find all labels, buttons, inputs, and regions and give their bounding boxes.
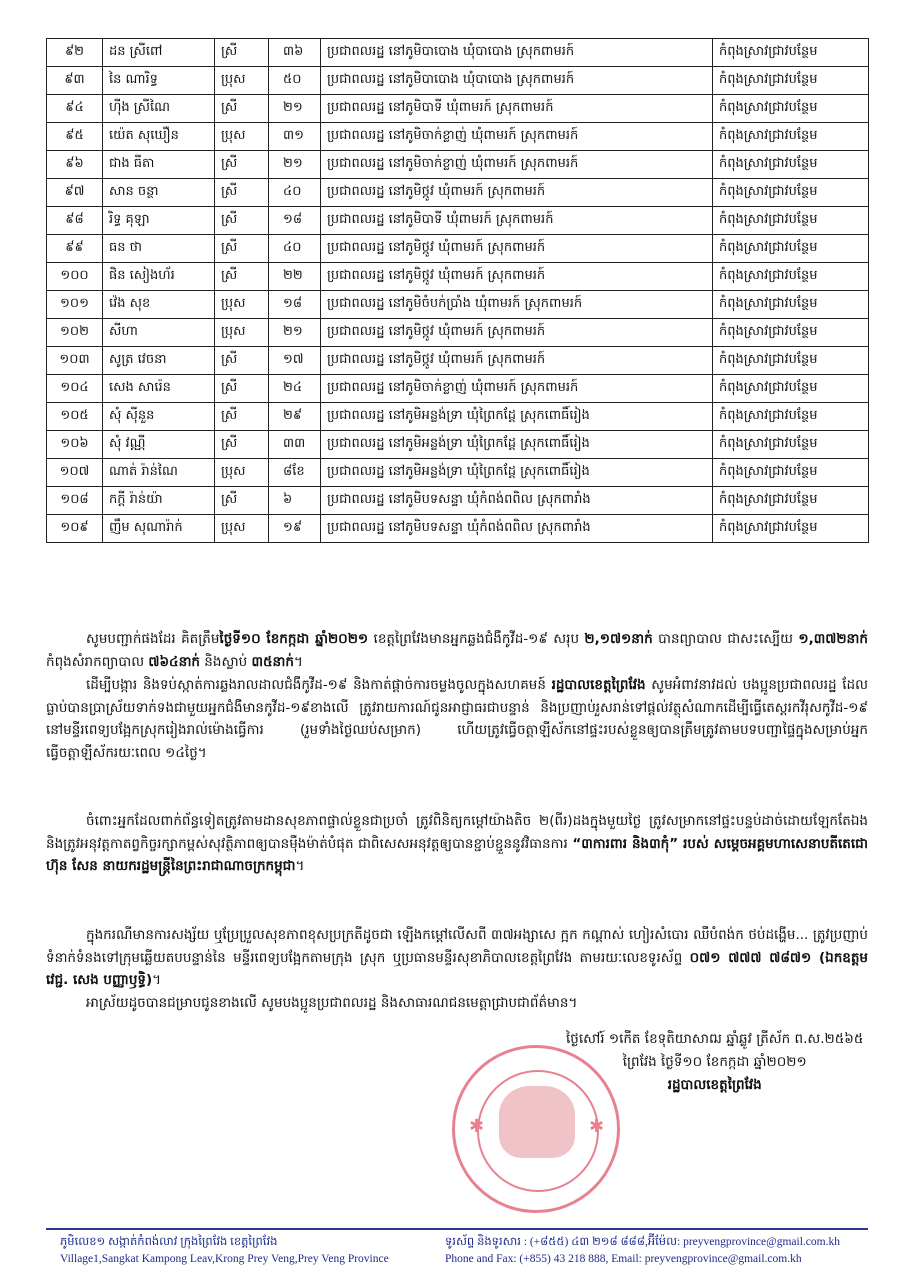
paragraph-contact: ក្នុងករណីមានការសង្ស័យ ឬប្រែប្រួលសុខភាពខុសប្រក្រតីដូចជា ឡើងកម្តៅលើសពី ៣៧អង្សាសេ ក្អក កណ្តាស់ ហៀរសំបោរ ឈឺបំពង់ក ថប់ដង្ហើម... ត្រូវប្រញាប់ទំនាក់ទំនងទៅក្រុមឆ្លើយតបបន្ទាន់នៃ មន្ទីរពេទ្យបង្អែកតាមក្រុង ស្រុក ឬប្រធានមន្ទីរសុខាភិបាលខេត្តព្រៃវែង តាមរយៈលេខទូរស័ព្ទ ០៧១ ៧៧៧ ៧៨៧១ (ឯកឧត្តម វេជ្ជ. សេង បញ្ញាឫទ្ធិ)។ xyxy=(46,927,868,988)
cell-addr: ប្រជាពលរដ្ឋ នៅភូមិចាក់ខ្លាញ់ ឃុំពាមរក៍ ស្រុកពាមរក៍ xyxy=(321,375,713,403)
signatory: រដ្ឋបាលខេត្តព្រៃវែង xyxy=(667,1077,762,1093)
cell-name: សុំ ស៊ីនួន xyxy=(103,403,215,431)
cell-name: យ៉េត សុឃឿន xyxy=(103,123,215,151)
cell-sex: ស្រី xyxy=(215,431,269,459)
signature-block xyxy=(566,1028,863,1097)
cell-status: កំពុងស្រាវជ្រាវបន្ថែម xyxy=(713,319,869,347)
cell-no: ៩៩ xyxy=(47,235,103,263)
cell-name: កក្តី រ៉ាន់យ៉ា xyxy=(103,487,215,515)
cell-addr: ប្រជាពលរដ្ឋ នៅភូមិថ្កូវ ឃុំពាមរក៍ ស្រុកពាមរក៍ xyxy=(321,347,713,375)
cell-age: ៦ xyxy=(269,487,321,515)
cell-addr: ប្រជាពលរដ្ឋ នៅភូមិចាក់ខ្លាញ់ ឃុំពាមរក៍ ស្រុកពាមរក៍ xyxy=(321,123,713,151)
cell-addr: ប្រជាពលរដ្ឋ នៅភូមិបទសន្ទា ឃុំកំពង់ពពិល ស្រុកពារាំង xyxy=(321,515,713,543)
cell-status: កំពុងស្រាវជ្រាវបន្ថែម xyxy=(713,375,869,403)
cell-status: កំពុងស្រាវជ្រាវបន្ថែម xyxy=(713,39,869,67)
cell-sex: ស្រី xyxy=(215,263,269,291)
hotline-highlight: ០៧១ ៧៧៧ ៧៨៧១ (ឯកឧត្តម វេជ្ជ. សេង បញ្ញាឫទ្ធិ) xyxy=(46,949,868,988)
cell-name: ញឹម សុណារ៉ាក់ xyxy=(103,515,215,543)
cell-no: ១០៥ xyxy=(47,403,103,431)
cell-name: ណាត់ រ៉ាន់ណៃ xyxy=(103,459,215,487)
cell-addr: ប្រជាពលរដ្ឋ នៅភូមិថ្កូវ ឃុំពាមរក៍ ស្រុកពាមរក៍ xyxy=(321,179,713,207)
cell-age: ១៩ xyxy=(269,515,321,543)
cell-sex: ស្រី xyxy=(215,235,269,263)
cell-name: ដន ស្រីពៅ xyxy=(103,39,215,67)
cell-age: ១៨ xyxy=(269,291,321,319)
cell-addr: ប្រជាពលរដ្ឋ នៅភូមិបាទី ឃុំពាមរក៍ ស្រុកពាមរក៍ xyxy=(321,95,713,123)
cell-sex: ប្រុស xyxy=(215,67,269,95)
cell-no: ៩៥ xyxy=(47,123,103,151)
cell-status: កំពុងស្រាវជ្រាវបន្ថែម xyxy=(713,291,869,319)
table-row xyxy=(47,375,869,403)
cell-age: ៣១ xyxy=(269,123,321,151)
cell-sex: ប្រុស xyxy=(215,459,269,487)
paragraph-summary: សូមបញ្ជាក់ផងដែរ គិតត្រឹមថ្ងៃទី១០ ខែកក្កដា ឆ្នាំ២០២១ ខេត្តព្រៃវែងមានអ្នកឆ្លងជំងឺកូវីដ-១៩ សរុប ២,១៧១នាក់ បានព្យាបាល ជាសះស្បើយ ១,៣៧២នាក់ កំពុងសំរាកព្យាបាល ៧៦៤នាក់ និងស្លាប់ ៣៥នាក់។ xyxy=(46,631,868,670)
cell-status: កំពុងស្រាវជ្រាវបន្ថែម xyxy=(713,67,869,95)
cell-addr: ប្រជាពលរដ្ឋ នៅភូមិចំបក់ប្រាំង ឃុំពាមរក៍ ស្រុកពាមរក៍ xyxy=(321,291,713,319)
cell-status: កំពុងស្រាវជ្រាវបន្ថែម xyxy=(713,123,869,151)
cell-name: នៃ ណារិទ្ធ xyxy=(103,67,215,95)
cell-no: ១០២ xyxy=(47,319,103,347)
cell-age: ៥០ xyxy=(269,67,321,95)
cell-name: វ៉េង សុខ xyxy=(103,291,215,319)
cell-sex: ស្រី xyxy=(215,207,269,235)
cell-no: ៩៣ xyxy=(47,67,103,95)
cell-status: កំពុងស្រាវជ្រាវបន្ថែម xyxy=(713,487,869,515)
total-cases: ២,១៧១នាក់ xyxy=(584,631,653,647)
cell-age: ៤០ xyxy=(269,235,321,263)
cell-sex: ប្រុស xyxy=(215,319,269,347)
cell-sex: ប្រុស xyxy=(215,291,269,319)
cell-status: កំពុងស្រាវជ្រាវបន្ថែម xyxy=(713,235,869,263)
measures-highlight: “៣ការពារ និង៣កុំ” របស់ សម្តេចអគ្គមហាសេនាបតីតេជោ ហ៊ុន សែន នាយករដ្ឋមន្ត្រីនៃព្រះរាជាណាចក្រកម្ពុជា xyxy=(46,835,869,874)
cell-status: កំពុងស្រាវជ្រាវបន្ថែម xyxy=(713,431,869,459)
table-row xyxy=(47,347,869,375)
cell-no: ៩២ xyxy=(47,39,103,67)
cell-sex: ស្រី xyxy=(215,39,269,67)
cell-age: ១៨ xyxy=(269,207,321,235)
lunar-date: ថ្ងៃសៅរ៍ ១កើត ខែទុតិយាសាឍ ឆ្នាំឆ្លូវ ត្រីស័ក ព.ស.២៥៦៥ xyxy=(566,1031,864,1047)
cell-sex: ស្រី xyxy=(215,375,269,403)
cell-sex: ស្រី xyxy=(215,95,269,123)
table-row xyxy=(47,403,869,431)
table-row xyxy=(47,291,869,319)
cell-sex: ប្រុស xyxy=(215,123,269,151)
table-row xyxy=(47,263,869,291)
cell-sex: ស្រី xyxy=(215,151,269,179)
cell-no: ៩៤ xyxy=(47,95,103,123)
table-row xyxy=(47,123,869,151)
cell-no: ១០៩ xyxy=(47,515,103,543)
footer-contact: ទូរស័ព្ទ និងទូរសារ : (+៨៥៥) ៤៣ ២១៨ ៨៨៨,អ៊ីម៉ែល: preyvengprovince@gmail.com.kh Phone and Fax: (+855) 43 218 888, Email: preyvengprovince@gmail.com.kh xyxy=(445,1236,840,1265)
case-table-body xyxy=(47,39,869,543)
cell-name: ហ៊ីង ស្រីណៃ xyxy=(103,95,215,123)
cell-age: ២១ xyxy=(269,95,321,123)
cell-no: ៩៧ xyxy=(47,179,103,207)
cell-addr: ប្រជាពលរដ្ឋ នៅភូមិអន្លង់ទ្រា ឃុំព្រៃកដ្ដែ ស្រុកពោធិ៍រៀង xyxy=(321,403,713,431)
cell-status: កំពុងស្រាវជ្រាវបន្ថែម xyxy=(713,151,869,179)
cell-name: សូត្រ វេចនា xyxy=(103,347,215,375)
cell-name: រិទ្ធ គុឡា xyxy=(103,207,215,235)
cell-addr: ប្រជាពលរដ្ឋ នៅភូមិបាបោង ឃុំបាបោង ស្រុកពាមរក៍ xyxy=(321,39,713,67)
cell-addr: ប្រជាពលរដ្ឋ នៅភូមិបាបោង ឃុំបាបោង ស្រុកពាមរក៍ xyxy=(321,67,713,95)
cell-addr: ប្រជាពលរដ្ឋ នៅភូមិថ្កូវ ឃុំពាមរក៍ ស្រុកពាមរក៍ xyxy=(321,319,713,347)
paragraph-monitoring: ចំពោះអ្នកដែលពាក់ព័ន្ធទៀតត្រូវតាមដានសុខភាពផ្ទាល់ខ្លួនជាប្រចាំ ត្រូវពិនិត្យកម្តៅយ៉ាងតិច ២(ពីរ)ដងក្នុងមួយថ្ងៃ ត្រូវសម្រាកនៅផ្ទះបន្ទប់ដាច់ដោយឡែកតែឯង និងត្រូវអនុវត្តកាតព្វកិច្ចរក្សាកម្ពស់សុវត្ថិភាពឲ្យបានម៉ឺងម៉ាត់បំផុត ជាពិសេសអនុវត្តឲ្យបានខ្ជាប់ខ្ជួននូវវិធានការ “៣ការពារ និង៣កុំ” របស់ សម្តេចអគ្គមហាសេនាបតីតេជោ ហ៊ុន សែន នាយករដ្ឋមន្ត្រីនៃព្រះរាជាណាចក្រកម្ពុជា។ xyxy=(46,813,869,874)
cell-sex: ប្រុស xyxy=(215,515,269,543)
cell-name: សេង សារ៉េន xyxy=(103,375,215,403)
cell-addr: ប្រជាពលរដ្ឋ នៅភូមិបាទី ឃុំពាមរក៍ ស្រុកពាមរក៍ xyxy=(321,207,713,235)
cell-age: ២១ xyxy=(269,151,321,179)
seal-emblem-icon xyxy=(499,1086,575,1158)
table-row xyxy=(47,459,869,487)
table-row xyxy=(47,515,869,543)
cell-name: សុំ វណ្ណី xyxy=(103,431,215,459)
cell-status: កំពុងស្រាវជ្រាវបន្ថែម xyxy=(713,263,869,291)
date-highlight: ថ្ងៃទី១០ ខែកក្កដា ឆ្នាំ២០២១ xyxy=(219,631,369,647)
cell-addr: ប្រជាពលរដ្ឋ នៅភូមិបទសន្ទា ឃុំកំពង់ពពិល ស្រុកពារាំង xyxy=(321,487,713,515)
treating-count: ៧៦៤នាក់ xyxy=(148,653,201,670)
cell-status: កំពុងស្រាវជ្រាវបន្ថែម xyxy=(713,459,869,487)
cell-age: ៣៦ xyxy=(269,39,321,67)
cell-no: ១០១ xyxy=(47,291,103,319)
cell-no: ១០៤ xyxy=(47,375,103,403)
administration-name: រដ្ឋបាលខេត្តព្រៃវែង xyxy=(551,677,646,693)
cell-status: កំពុងស្រាវជ្រាវបន្ថែម xyxy=(713,179,869,207)
cell-name: សីហា xyxy=(103,319,215,347)
seal-star-icon: ✱ xyxy=(589,1116,605,1137)
cell-status: កំពុងស្រាវជ្រាវបន្ថែម xyxy=(713,515,869,543)
table-row xyxy=(47,319,869,347)
table-row xyxy=(47,95,869,123)
paragraph-prevention: ដើម្បីបង្ការ និងទប់ស្កាត់ការឆ្លងរាលដាលជំងឺកូវីដ-១៩ និងកាត់ផ្តាច់ការចម្លងចូលក្នុងសហគមន៍ រដ្ឋបាលខេត្តព្រៃវែង សូមអំពាវនាវដល់ បងប្អូនប្រជាពលរដ្ឋ ដែលធ្លាប់បានប្រាស្រ័យទាក់ទងជាមួយអ្នកជំងឺមានកូវីដ-១៩ខាងលើ ត្រូវរាយការណ៍ជូនអាជ្ញាធរជាបន្ទាន់ និងប្រញាប់រួសរាន់ទៅផ្តល់វត្ថុសំណាកដើម្បីធ្វើតេស្តរកវីរុសកូវីដ-១៩ នៅមន្ទីរពេទ្យបង្អែកស្រុករៀងរាល់ម៉ោងធ្វើការ (រួមទាំងថ្ងៃឈប់សម្រាក) ហើយត្រូវធ្វើចត្តាឡីស័កនៅផ្ទះរបស់ខ្លួនឲ្យបានត្រឹមត្រូវតាមបទបញ្ជាផ្ទៃក្នុងសម្រាប់អ្នកធ្វើចត្តាឡីស័ករយៈពេល ១៤ថ្ងៃ។ xyxy=(46,677,868,761)
case-table xyxy=(46,38,869,543)
case-table-wrap xyxy=(46,38,868,543)
table-row xyxy=(47,39,869,67)
cell-sex: ស្រី xyxy=(215,487,269,515)
cell-status: កំពុងស្រាវជ្រាវបន្ថែម xyxy=(713,403,869,431)
cell-addr: ប្រជាពលរដ្ឋ នៅភូមិអន្លង់ទ្រា ឃុំព្រៃកដ្ដែ ស្រុកពោធិ៍រៀង xyxy=(321,459,713,487)
place-date: ព្រៃវែង ថ្ងៃទី១០ ខែកក្កដា ឆ្នាំ២០២១ xyxy=(622,1054,807,1070)
table-row xyxy=(47,179,869,207)
table-row xyxy=(47,207,869,235)
paragraph-closing: អាស្រ័យដូចបានជម្រាបជូនខាងលើ សូមបងប្អូនប្រជាពលរដ្ឋ និងសាធារណជនមេត្តាជ្រាបជាព័ត៌មាន។ xyxy=(86,995,578,1011)
cell-no: ១០០ xyxy=(47,263,103,291)
cell-age: ៣៣ xyxy=(269,431,321,459)
cell-addr: ប្រជាពលរដ្ឋ នៅភូមិថ្កូវ ឃុំពាមរក៍ ស្រុកពាមរក៍ xyxy=(321,235,713,263)
cell-no: ១០៦ xyxy=(47,431,103,459)
cell-addr: ប្រជាពលរដ្ឋ នៅភូមិចាក់ខ្លាញ់ ឃុំពាមរក៍ ស្រុកពាមរក៍ xyxy=(321,151,713,179)
table-row xyxy=(47,67,869,95)
cell-age: ២២ xyxy=(269,263,321,291)
cell-name: ធន ថា xyxy=(103,235,215,263)
recovered-count: ១,៣៧២នាក់ xyxy=(798,631,868,647)
cell-name: សាន ចន្ថា xyxy=(103,179,215,207)
cell-addr: ប្រជាពលរដ្ឋ នៅភូមិថ្កូវ ឃុំពាមរក៍ ស្រុកពាមរក៍ xyxy=(321,263,713,291)
cell-status: កំពុងស្រាវជ្រាវបន្ថែម xyxy=(713,347,869,375)
death-count: ៣៥នាក់ xyxy=(251,653,294,670)
cell-no: ៩៨ xyxy=(47,207,103,235)
cell-status: កំពុងស្រាវជ្រាវបន្ថែម xyxy=(713,207,869,235)
cell-age: ២៤ xyxy=(269,375,321,403)
cell-no: ១០៣ xyxy=(47,347,103,375)
cell-no: ១០៧ xyxy=(47,459,103,487)
seal-star-icon: ✱ xyxy=(469,1116,485,1137)
cell-sex: ស្រី xyxy=(215,403,269,431)
footer-address: ភូមិលេខ១ សង្កាត់កំពង់លាវ ក្រុងព្រៃវែង ខេត្តព្រៃវែង Village1,Sangkat Kampong Leav,Krong Prey Veng,Prey Veng Province xyxy=(60,1236,389,1265)
cell-no: ១០៨ xyxy=(47,487,103,515)
cell-no: ៩៦ xyxy=(47,151,103,179)
cell-age: ៨ខែ xyxy=(269,459,321,487)
cell-addr: ប្រជាពលរដ្ឋ នៅភូមិអន្លង់ទ្រា ឃុំព្រៃកដ្ដែ ស្រុកពោធិ៍រៀង xyxy=(321,431,713,459)
cell-status: កំពុងស្រាវជ្រាវបន្ថែម xyxy=(713,95,869,123)
cell-age: ៤០ xyxy=(269,179,321,207)
cell-name: ផិន សៀងហ័រ xyxy=(103,263,215,291)
cell-age: ១៧ xyxy=(269,347,321,375)
cell-age: ២១ xyxy=(269,319,321,347)
cell-sex: ស្រី xyxy=(215,347,269,375)
cell-sex: ស្រី xyxy=(215,179,269,207)
table-row xyxy=(47,431,869,459)
table-row xyxy=(47,235,869,263)
table-row xyxy=(47,487,869,515)
cell-name: ជាង ធីតា xyxy=(103,151,215,179)
cell-age: ២៩ xyxy=(269,403,321,431)
footer-divider xyxy=(46,1228,868,1230)
table-row xyxy=(47,151,869,179)
